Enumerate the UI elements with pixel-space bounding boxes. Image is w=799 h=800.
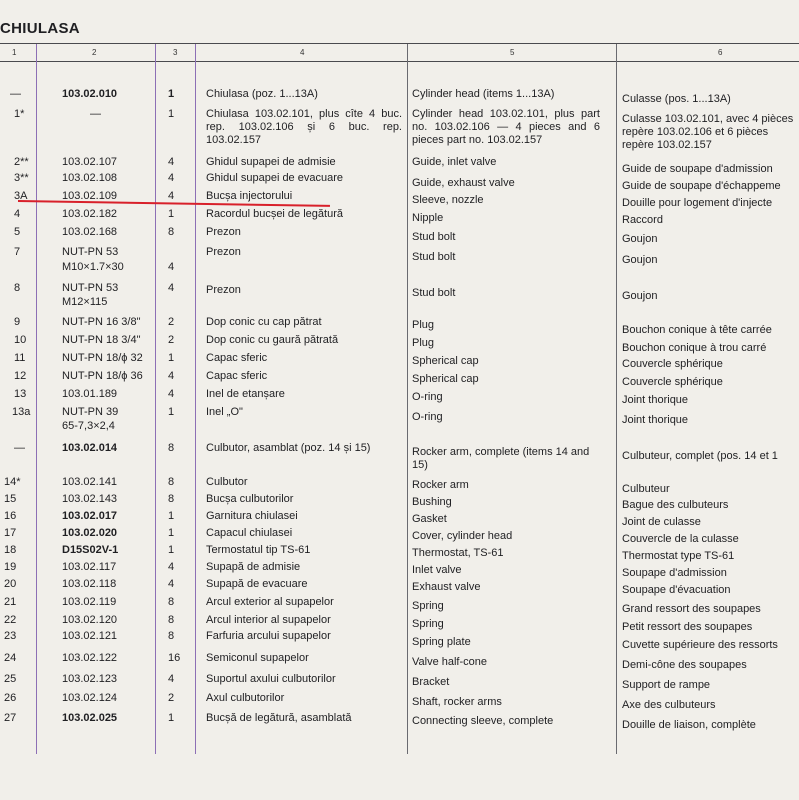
row-french: Guide de soupape d'échappeme	[622, 180, 781, 192]
column-number: 4	[300, 48, 305, 57]
row-romanian: Dop conic cu cap pătrat	[206, 316, 322, 328]
row-romanian: Prezon	[206, 284, 241, 296]
row-code: NUT-PN 53	[62, 282, 119, 294]
row-position: 3A	[14, 190, 28, 202]
row-position: 23	[4, 630, 17, 642]
row-position: 4	[14, 208, 21, 220]
row-romanian: Chiulasa (poz. 1...13A)	[206, 88, 318, 100]
row-code: NUT-PN 18 3/4"	[62, 334, 141, 346]
row-english: Sleeve, nozzle	[412, 194, 484, 206]
row-romanian: Culbutor	[206, 476, 248, 488]
row-romanian: Dop conic cu gaură pătrată	[206, 334, 339, 346]
row-french: Bouchon conique à tête carrée	[622, 324, 772, 336]
row-romanian: Capac sferic	[206, 352, 268, 364]
row-french: Support de rampe	[622, 679, 711, 691]
row-quantity: 1	[168, 510, 175, 522]
row-code-detail: 65-7,3×2,4	[62, 420, 115, 432]
row-english: Rocker arm, complete (items 14 and 15)	[412, 446, 590, 471]
row-quantity: 8	[168, 493, 175, 505]
column-number: 1	[12, 48, 17, 57]
row-french: Goujon	[622, 233, 658, 245]
row-code: 103.02.017	[62, 510, 118, 522]
row-position: 15	[4, 493, 17, 505]
row-quantity: 1	[168, 352, 175, 364]
row-code: 103.02.118	[62, 578, 117, 590]
row-position: 11	[14, 352, 26, 364]
row-romanian: Supapă de evacuare	[206, 578, 308, 590]
row-romanian: Arcul exterior al supapelor	[206, 596, 334, 608]
row-quantity: 2	[168, 692, 175, 704]
row-position: 3**	[14, 172, 29, 184]
row-position: 22	[4, 614, 17, 626]
row-code: 103.02.120	[62, 614, 118, 626]
row-position: 12	[14, 370, 27, 382]
row-english: Guide, inlet valve	[412, 156, 497, 168]
row-french: Culasse 103.02.101, avec 4 pièces repère 103.02.106 et 6 pièces repère 103.02.157	[622, 113, 794, 151]
row-quantity: 1	[168, 88, 175, 100]
row-romanian: Bucșa culbutorilor	[206, 493, 294, 505]
row-quantity: 2	[168, 334, 175, 346]
row-romanian: Inel „O"	[206, 406, 243, 418]
row-position: 2**	[14, 156, 29, 168]
row-quantity: 4	[168, 282, 175, 294]
row-position: 19	[4, 561, 17, 573]
row-english: Bushing	[412, 496, 452, 508]
row-english: Spherical cap	[412, 373, 479, 385]
row-romanian: Ghidul supapei de evacuare	[206, 172, 343, 184]
row-french: Joint thorique	[622, 414, 689, 426]
row-code-detail: M12×115	[62, 296, 108, 308]
row-romanian: Bucșă de legătură, asamblată	[206, 712, 352, 724]
row-code: —	[90, 108, 101, 120]
row-french: Douille pour logement d'injecte	[622, 197, 773, 209]
row-position: 24	[4, 652, 17, 664]
row-romanian: Capac sferic	[206, 370, 268, 382]
row-french: Couvercle sphérique	[622, 376, 723, 388]
row-english: Plug	[412, 319, 435, 331]
row-english: Connecting sleeve, complete	[412, 715, 554, 727]
row-position: —	[10, 88, 21, 100]
row-quantity: 1	[168, 544, 175, 556]
row-quantity: 1	[168, 406, 175, 418]
row-english: Bracket	[412, 676, 450, 688]
row-position: 7	[14, 246, 21, 258]
row-position: 13a	[12, 406, 31, 418]
column-divider	[616, 44, 617, 754]
row-quantity: 1	[168, 208, 175, 220]
row-position: —	[14, 442, 25, 454]
row-english: Cylinder head 103.02.101, plus part no. 103.02.106 — 4 pieces and 6 pieces part no. 103.02.157	[412, 108, 600, 146]
column-divider	[195, 44, 196, 754]
row-position: 18	[4, 544, 17, 556]
row-romanian: Arcul interior al supapelor	[206, 614, 331, 626]
row-english: Spring	[412, 618, 444, 630]
row-romanian: Farfuria arcului supapelor	[206, 630, 331, 642]
row-english: Shaft, rocker arms	[412, 696, 502, 708]
row-position: 16	[4, 510, 17, 522]
row-french: Cuvette supérieure des ressorts	[622, 639, 778, 651]
row-quantity: 2	[168, 316, 175, 328]
row-french: Culbuteur, complet (pos. 14 et 1	[622, 450, 778, 462]
row-code: 103.02.124	[62, 692, 118, 704]
row-code: 103.02.168	[62, 226, 118, 238]
row-romanian: Culbutor, asamblat (poz. 14 și 15)	[206, 442, 371, 454]
row-french: Grand ressort des soupapes	[622, 603, 761, 615]
row-romanian: Garnitura chiulasei	[206, 510, 298, 522]
row-quantity: 1	[168, 527, 175, 539]
row-code: NUT-PN 53	[62, 246, 119, 258]
row-french: Couvercle de la culasse	[622, 533, 739, 545]
row-english: Stud bolt	[412, 231, 456, 243]
row-french: Guide de soupape d'admission	[622, 163, 773, 175]
row-french: Demi-cône des soupapes	[622, 659, 747, 671]
row-code: 103.02.107	[62, 156, 118, 168]
row-english: Exhaust valve	[412, 581, 481, 593]
row-position: 27	[4, 712, 17, 724]
row-position: 20	[4, 578, 17, 590]
row-code: 103.02.025	[62, 712, 118, 724]
row-french: Culbuteur	[622, 483, 670, 495]
row-position: 9	[14, 316, 21, 328]
row-english: O-ring	[412, 391, 443, 403]
row-code-detail: M10×1.7×30	[62, 261, 124, 273]
row-quantity: 8	[168, 630, 175, 642]
row-quantity: 4	[168, 578, 175, 590]
row-position: 21	[4, 596, 17, 608]
row-english: Stud bolt	[412, 251, 456, 263]
row-position: 5	[14, 226, 21, 238]
row-quantity: 4	[168, 561, 175, 573]
row-code: 103.02.121	[62, 630, 118, 642]
row-english: Plug	[412, 337, 435, 349]
column-divider	[407, 44, 408, 754]
row-quantity: 4	[168, 172, 175, 184]
row-code: 103.02.141	[62, 476, 118, 488]
row-romanian: Inel de etanșare	[206, 388, 285, 400]
row-code: 103.02.122	[62, 652, 118, 664]
row-romanian: Suportul axului culbutorilor	[206, 673, 336, 685]
row-code: 103.02.123	[62, 673, 118, 685]
row-position: 25	[4, 673, 17, 685]
row-romanian: Ghidul supapei de admisie	[206, 156, 336, 168]
row-romanian: Prezon	[206, 226, 241, 238]
column-number: 6	[718, 48, 723, 57]
row-romanian: Semiconul supapelor	[206, 652, 309, 664]
row-english: Cylinder head (items 1...13A)	[412, 88, 555, 100]
row-french: Douille de liaison, complète	[622, 719, 756, 731]
row-english: Inlet valve	[412, 564, 462, 576]
row-quantity: 4	[168, 370, 175, 382]
row-english: Stud bolt	[412, 287, 456, 299]
row-code: 103.02.182	[62, 208, 118, 220]
row-romanian: Racordul bucșei de legătură	[206, 208, 343, 220]
row-french: Thermostat type TS-61	[622, 550, 735, 562]
row-quantity: 8	[168, 442, 175, 454]
row-position: 13	[14, 388, 27, 400]
row-code: 103.01.189	[62, 388, 118, 400]
row-quantity: 4	[168, 156, 175, 168]
column-number: 5	[510, 48, 515, 57]
row-romanian: Prezon	[206, 246, 241, 258]
row-code: NUT-PN 16 3/8"	[62, 316, 141, 328]
row-french: Joint de culasse	[622, 516, 701, 528]
row-english: Gasket	[412, 513, 447, 525]
row-quantity: 1	[168, 108, 175, 120]
row-code: 103.02.020	[62, 527, 118, 539]
row-code: NUT-PN 18/ϕ 36	[62, 370, 143, 382]
row-quantity: 8	[168, 476, 175, 488]
row-position: 8	[14, 282, 21, 294]
row-english: Cover, cylinder head	[412, 530, 513, 542]
row-french: Bouchon conique à trou carré	[622, 342, 767, 354]
row-code: 103.02.119	[62, 596, 117, 608]
row-position: 1*	[14, 108, 25, 120]
row-english: O-ring	[412, 411, 443, 423]
row-code: 103.02.143	[62, 493, 118, 505]
row-french: Goujon	[622, 254, 658, 266]
row-french: Raccord	[622, 214, 663, 226]
row-code: 103.02.108	[62, 172, 118, 184]
row-romanian: Bucșa injectorului	[206, 190, 293, 202]
row-quantity: 4	[168, 261, 175, 273]
row-quantity: 16	[168, 652, 181, 664]
row-quantity: 4	[168, 388, 175, 400]
row-quantity: 8	[168, 226, 175, 238]
row-french: Soupape d'admission	[622, 567, 727, 579]
row-romanian: Axul culbutorilor	[206, 692, 285, 704]
row-romanian: Supapă de admisie	[206, 561, 301, 573]
row-french: Joint thorique	[622, 394, 689, 406]
row-french: Goujon	[622, 290, 658, 302]
row-english: Thermostat, TS-61	[412, 547, 504, 559]
column-number: 3	[173, 48, 178, 57]
row-romanian: Chiulasa 103.02.101, plus cîte 4 buc. rep. 103.02.106 și 6 buc. rep. 103.02.157	[206, 108, 402, 146]
row-romanian: Termostatul tip TS-61	[206, 544, 311, 556]
row-code: 103.02.010	[62, 88, 118, 100]
row-position: 26	[4, 692, 17, 704]
row-quantity: 4	[168, 673, 175, 685]
row-code: 103.02.117	[62, 561, 117, 573]
page-title: CHIULASA	[0, 20, 80, 37]
row-code: NUT-PN 18/ϕ 32	[62, 352, 143, 364]
row-french: Culasse (pos. 1...13A)	[622, 93, 731, 105]
row-english: Spring plate	[412, 636, 471, 648]
row-french: Petit ressort des soupapes	[622, 621, 753, 633]
header-top-rule	[0, 43, 799, 44]
row-english: Spring	[412, 600, 444, 612]
row-quantity: 1	[168, 712, 175, 724]
row-code: NUT-PN 39	[62, 406, 119, 418]
row-position: 14*	[4, 476, 21, 488]
row-english: Guide, exhaust valve	[412, 177, 515, 189]
row-french: Soupape d'évacuation	[622, 584, 731, 596]
row-french: Axe des culbuteurs	[622, 699, 716, 711]
row-position: 17	[4, 527, 17, 539]
row-code: 103.02.109	[62, 190, 118, 202]
row-english: Rocker arm	[412, 479, 469, 491]
row-english: Nipple	[412, 212, 444, 224]
row-quantity: 4	[168, 190, 175, 202]
row-french: Bague des culbuteurs	[622, 499, 729, 511]
row-romanian: Capacul chiulasei	[206, 527, 293, 539]
row-english: Spherical cap	[412, 355, 479, 367]
row-code: 103.02.014	[62, 442, 118, 454]
row-french: Couvercle sphérique	[622, 358, 723, 370]
row-code: D15S02V-1	[62, 544, 119, 556]
header-bottom-rule	[0, 61, 799, 62]
row-quantity: 8	[168, 596, 175, 608]
row-english: Valve half-cone	[412, 656, 488, 668]
row-position: 10	[14, 334, 27, 346]
row-quantity: 8	[168, 614, 175, 626]
column-number: 2	[92, 48, 97, 57]
